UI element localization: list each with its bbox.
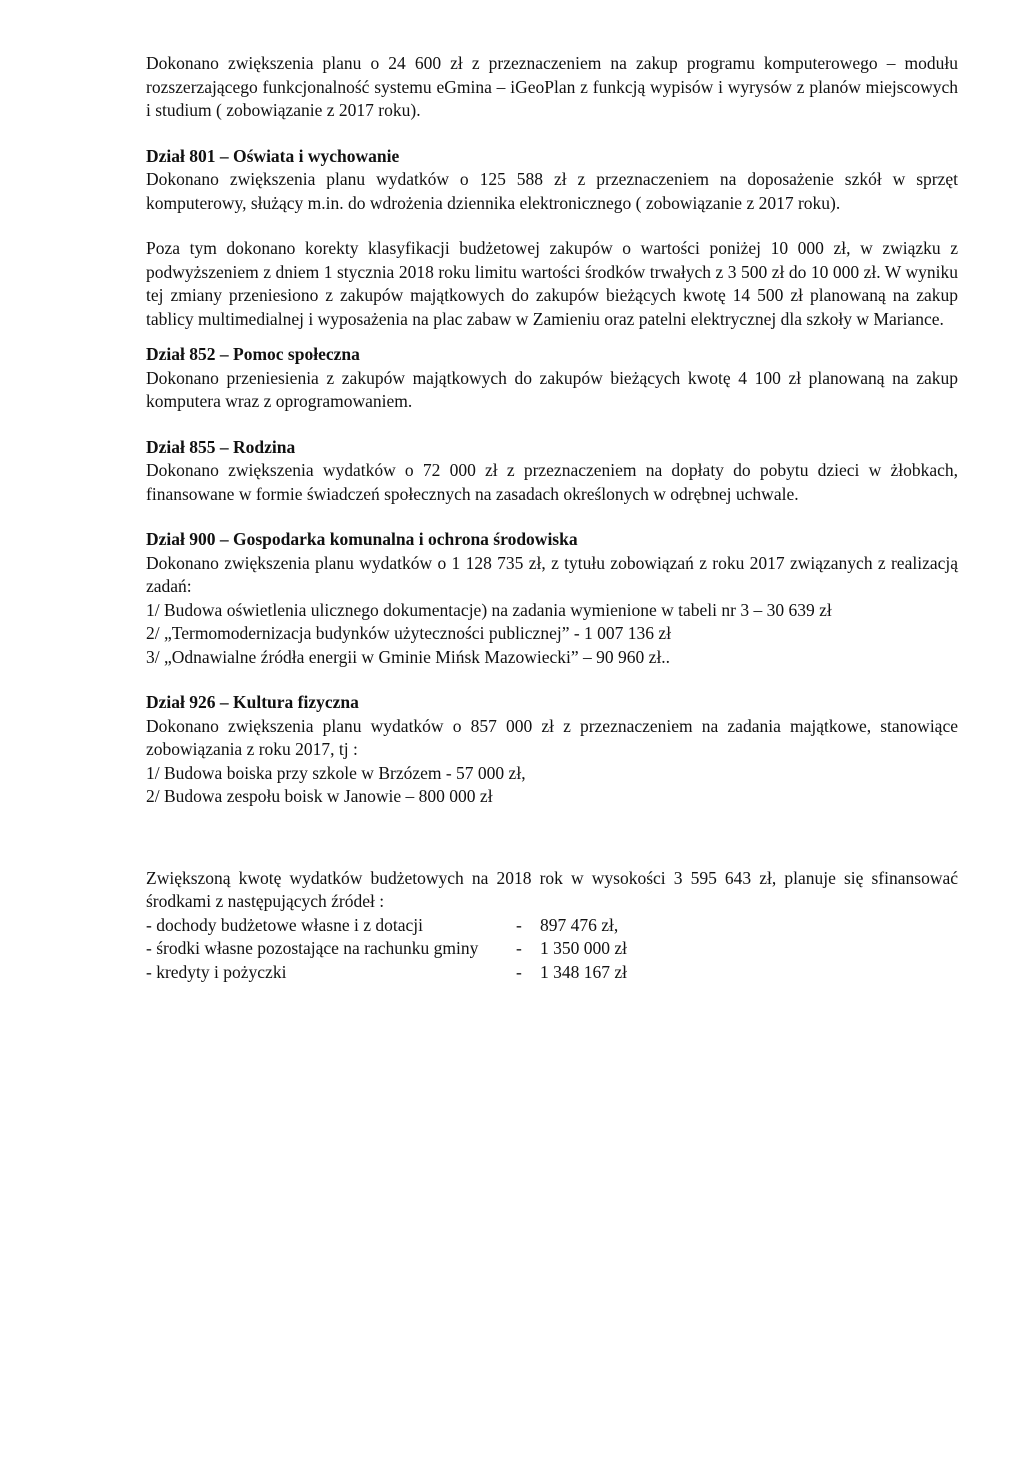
- intro-paragraph: Dokonano zwiększenia planu o 24 600 zł z przeznaczeniem na zakup programu komputerowego – modułu rozszerzającego funkcjonalność systemu eGmina – iGeoPlan z funkcją wypisów i wyrysów z planów miejscowych i studium ( zobowiązanie z 2017 roku).: [146, 53, 958, 120]
- section-heading-926: Dział 926 – Kultura fizyczna: [146, 692, 359, 712]
- section-heading-852: Dział 852 – Pomoc społeczna: [146, 344, 360, 364]
- summary-paragraph: Zwiększoną kwotę wydatków budżetowych na 2018 rok w wysokości 3 595 643 zł, planuje się sfinansować środkami z następujących źródeł :: [146, 867, 958, 911]
- funding-source-label: - dochody budżetowe własne i z dotacji: [146, 914, 423, 935]
- spacer: [146, 809, 958, 867]
- spacer: [146, 215, 958, 237]
- section-dzial-852: [146, 343, 958, 414]
- list-item: 2/ „Termomodernizacja budynków użyteczności publicznej” - 1 007 136 zł: [146, 623, 672, 643]
- section-dzial-926: [146, 691, 958, 809]
- spacer: [146, 669, 958, 691]
- list-item: 2/ Budowa zespołu boisk w Janowie – 800 000 zł: [146, 786, 493, 806]
- funding-source-label: - środki własne pozostające na rachunku gminy: [146, 938, 479, 958]
- spacer: [146, 123, 958, 145]
- section-dzial-855: [146, 436, 958, 507]
- section-dzial-801: [146, 145, 958, 332]
- section-dzial-900: [146, 528, 958, 669]
- funding-source-row: [146, 937, 958, 961]
- funding-source-value: 1 350 000 zł: [540, 938, 628, 958]
- paragraph-852-1: Dokonano przeniesienia z zakupów majątkowych do zakupów bieżących kwotę 4 100 zł planowaną na zakup komputera wraz z oprogramowaniem.: [146, 367, 958, 411]
- section-heading-900: Dział 900 – Gospodarka komunalna i ochrona środowiska: [146, 529, 578, 549]
- spacer: [146, 331, 958, 343]
- funding-source-dash: -: [516, 938, 522, 958]
- paragraph-900-1: Dokonano zwiększenia planu wydatków o 1 128 735 zł, z tytułu zobowiązań z roku 2017 związanych z realizacją zadań:: [146, 552, 958, 596]
- list-item: 3/ „Odnawialne źródła energii w Gminie Mińsk Mazowiecki” – 90 960 zł..: [146, 646, 671, 667]
- list-item: 1/ Budowa boiska przy szkole w Brzózem - 57 000 zł,: [146, 762, 526, 783]
- spacer: [146, 506, 958, 528]
- funding-source-row: [146, 961, 958, 985]
- spacer: [146, 414, 958, 436]
- section-heading-801: Dział 801 – Oświata i wychowanie: [146, 145, 400, 166]
- funding-source-dash: -: [516, 914, 522, 935]
- section-heading-855: Dział 855 – Rodzina: [146, 436, 296, 457]
- paragraph-801-2: Poza tym dokonano korekty klasyfikacji budżetowej zakupów o wartości poniżej 10 000 zł, w związku z podwyższeniem z dniem 1 stycznia 2018 roku limitu wartości środków trwałych z 3 500 zł do 10 000 zł. W wyniku tej zmiany przeniesiono z zakupów majątkowych do zakupów bieżących kwotę 14 500 zł planowaną na zakup tablicy multimedialnej i wyposażenia na plac zabaw w Zamieniu oraz patelni elektrycznej dla szkoły w Mariance.: [146, 238, 958, 329]
- funding-source-dash: -: [516, 961, 522, 982]
- funding-source-row: [146, 914, 958, 938]
- funding-source-value: 897 476 zł,: [540, 914, 619, 935]
- funding-source-label: - kredyty i pożyczki: [146, 961, 287, 982]
- funding-summary: [146, 867, 958, 985]
- paragraph-926-1: Dokonano zwiększenia planu wydatków o 857 000 zł z przeznaczeniem na zadania majątkowe, stanowiące zobowiązania z roku 2017, tj :: [146, 715, 958, 759]
- paragraph-801-1: Dokonano zwiększenia planu wydatków o 125 588 zł z przeznaczeniem na doposażenie szkół w sprzęt komputerowy, służący m.in. do wdrożenia dziennika elektronicznego ( zobowiązanie z 2017 roku).: [146, 169, 958, 213]
- paragraph-855-1: Dokonano zwiększenia wydatków o 72 000 zł z przeznaczeniem na dopłaty do pobytu dzieci w żłobkach, finansowane w formie świadczeń społecznych na zasadach określonych w odrębnej uchwale.: [146, 460, 958, 504]
- list-item: 1/ Budowa oświetlenia ulicznego dokumentacje) na zadania wymienione w tabeli nr 3 – 30 639 zł: [146, 599, 832, 620]
- funding-source-value: 1 348 167 zł: [540, 961, 628, 982]
